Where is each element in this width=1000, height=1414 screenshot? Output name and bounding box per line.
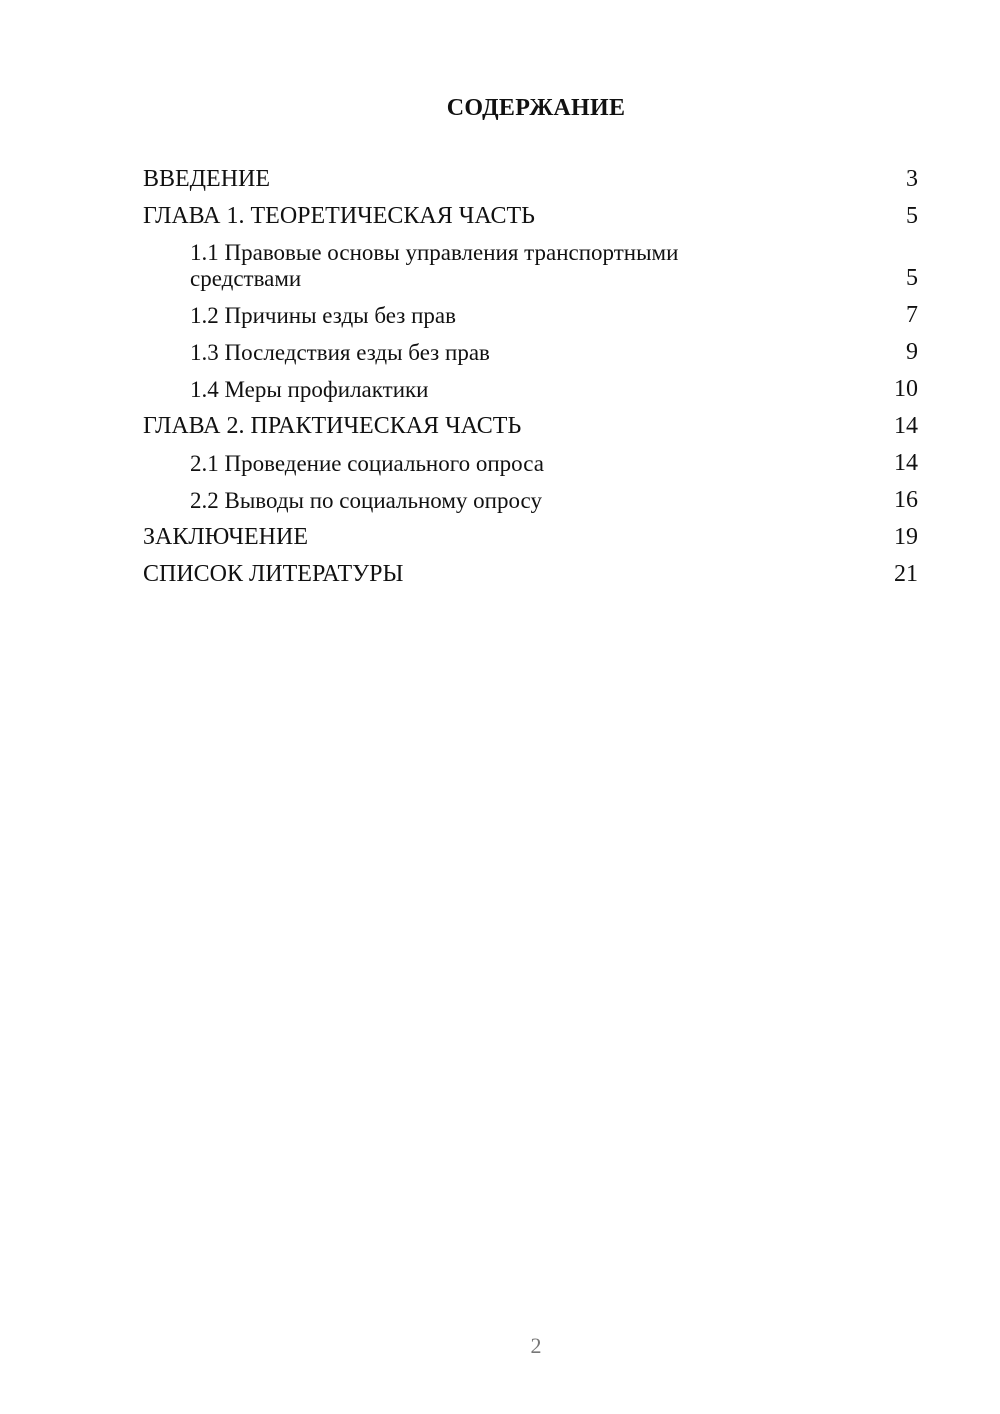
toc-entry-section-1-2 <box>143 302 918 329</box>
toc-entry-label: ГЛАВА 2. ПРАКТИЧЕСКАЯ ЧАСТЬ <box>143 413 522 439</box>
toc-entry-chapter-2 <box>143 413 918 440</box>
table-of-contents <box>143 166 918 598</box>
toc-entry-section-1-1 <box>143 240 918 292</box>
toc-entry-label: СПИСОК ЛИТЕРАТУРЫ <box>143 561 404 587</box>
toc-entry-section-2-2 <box>143 487 918 514</box>
toc-entry-label: ВВЕДЕНИЕ <box>143 166 271 192</box>
toc-entry-label: 1.1 Правовые основы управления транспортными средствами <box>190 240 679 291</box>
toc-entry-page: 3 <box>906 166 918 192</box>
toc-entry-page: 14 <box>894 413 918 439</box>
toc-entry-bibliography <box>143 561 918 588</box>
toc-entry-label: 2.2 Выводы по социальному опросу <box>190 488 542 513</box>
toc-entry-page: 9 <box>906 339 918 365</box>
toc-entry-chapter-1 <box>143 203 918 230</box>
toc-entry-page: 21 <box>894 561 918 587</box>
toc-entry-label: ЗАКЛЮЧЕНИЕ <box>143 524 308 550</box>
toc-entry-label: 1.3 Последствия езды без прав <box>190 340 490 365</box>
toc-entry-page: 16 <box>894 487 918 513</box>
toc-entry-page: 5 <box>906 265 918 291</box>
toc-entry-page: 10 <box>894 376 918 402</box>
toc-entry-page: 5 <box>906 203 918 229</box>
toc-entry-label: 2.1 Проведение социального опроса <box>190 451 544 476</box>
page-number: 2 <box>530 1333 542 1358</box>
toc-entry-introduction <box>143 166 918 193</box>
toc-entry-label: 1.2 Причины езды без прав <box>190 303 456 328</box>
toc-entry-label: 1.4 Меры профилактики <box>190 377 429 402</box>
toc-entry-section-1-3 <box>143 339 918 366</box>
toc-entry-page: 19 <box>894 524 918 550</box>
toc-entry-section-1-4 <box>143 376 918 403</box>
toc-entry-page: 7 <box>906 302 918 328</box>
toc-title: СОДЕРЖАНИЕ <box>446 95 626 121</box>
toc-entry-label: ГЛАВА 1. ТЕОРЕТИЧЕСКАЯ ЧАСТЬ <box>143 203 535 229</box>
toc-entry-section-2-1 <box>143 450 918 477</box>
toc-entry-page: 14 <box>894 450 918 476</box>
toc-entry-conclusion <box>143 524 918 551</box>
